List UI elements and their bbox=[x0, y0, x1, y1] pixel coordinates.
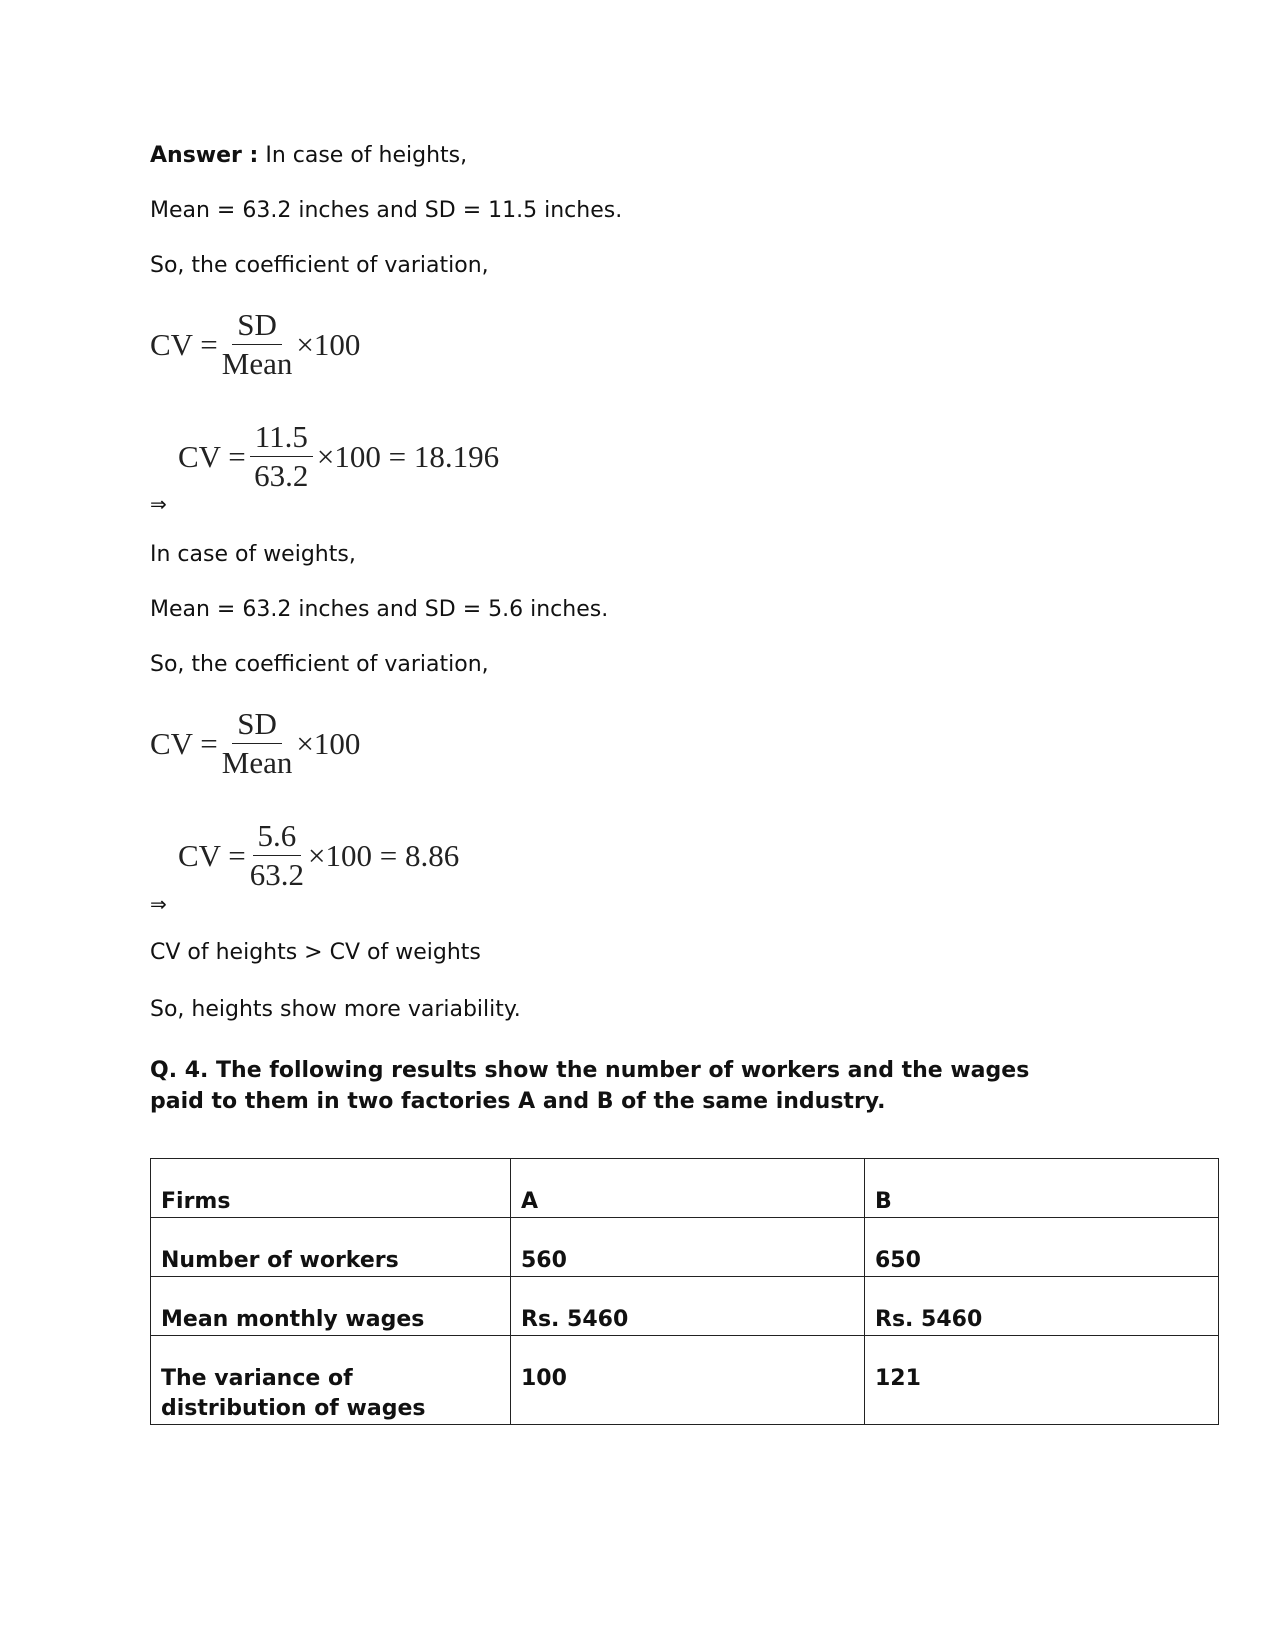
table-row bbox=[151, 1277, 1219, 1336]
formula-rhs: ×100 bbox=[296, 326, 361, 362]
formula-lhs: CV = bbox=[178, 837, 246, 873]
table-cell: 560 bbox=[511, 1218, 865, 1277]
numerator: 5.6 bbox=[253, 819, 302, 856]
table-cell: 100 bbox=[511, 1336, 865, 1425]
table-cell: Rs. 5460 bbox=[865, 1277, 1219, 1336]
table-cell: Mean monthly wages bbox=[151, 1277, 511, 1336]
table-cell: A bbox=[511, 1159, 865, 1218]
denominator: Mean bbox=[221, 745, 293, 780]
table-cell: The variance of distribution of wages bbox=[151, 1336, 511, 1425]
answer-heights-line bbox=[150, 141, 467, 171]
cv-formula-2 bbox=[150, 707, 360, 780]
numerator: SD bbox=[232, 308, 282, 345]
formula-lhs: CV = bbox=[150, 326, 218, 362]
cv-intro-2: So, the coefficient of variation, bbox=[150, 652, 489, 677]
cv-calculation-2 bbox=[178, 819, 459, 892]
fraction bbox=[250, 420, 313, 493]
formula-rhs: ×100 = 8.86 bbox=[308, 837, 460, 873]
question-4: Q. 4. The following results show the number of workers and the wages paid to them in two factories A and B of the same industry. bbox=[150, 1058, 1030, 1114]
formula-rhs: ×100 bbox=[296, 725, 361, 761]
fraction bbox=[222, 707, 293, 780]
cv-formula-1 bbox=[150, 308, 360, 381]
weights-stats: Mean = 63.2 inches and SD = 5.6 inches. bbox=[150, 597, 609, 622]
heights-stats: Mean = 63.2 inches and SD = 11.5 inches. bbox=[150, 198, 623, 223]
denominator: Mean bbox=[221, 346, 293, 381]
cv-intro-1: So, the coefficient of variation, bbox=[150, 253, 489, 278]
table-row bbox=[151, 1159, 1219, 1218]
numerator: SD bbox=[232, 707, 282, 744]
denominator: 63.2 bbox=[249, 857, 304, 892]
weights-intro: In case of weights, bbox=[150, 542, 356, 567]
implies-arrow-2: ⇒ bbox=[150, 892, 167, 916]
cv-calculation-1 bbox=[178, 420, 499, 493]
numerator: 11.5 bbox=[250, 420, 313, 457]
implies-arrow-1: ⇒ bbox=[150, 492, 167, 516]
table-cell: 121 bbox=[865, 1336, 1219, 1425]
table-cell: 650 bbox=[865, 1218, 1219, 1277]
table-cell: Number of workers bbox=[151, 1218, 511, 1277]
denominator: 63.2 bbox=[254, 458, 309, 493]
formula-rhs: ×100 = 18.196 bbox=[316, 438, 500, 474]
table-cell: Firms bbox=[151, 1159, 511, 1218]
conclusion: So, heights show more variability. bbox=[150, 997, 521, 1022]
formula-lhs: CV = bbox=[178, 438, 246, 474]
table-cell: B bbox=[865, 1159, 1219, 1218]
cv-comparison: CV of heights > CV of weights bbox=[150, 940, 481, 965]
answer-label: Answer : bbox=[150, 143, 259, 168]
table-row bbox=[151, 1218, 1219, 1277]
table-cell: Rs. 5460 bbox=[511, 1277, 865, 1336]
fraction bbox=[222, 308, 293, 381]
heights-intro: In case of heights, bbox=[258, 143, 468, 168]
formula-lhs: CV = bbox=[150, 725, 218, 761]
table-row bbox=[151, 1336, 1219, 1425]
wages-table bbox=[150, 1158, 1219, 1425]
fraction bbox=[250, 819, 304, 892]
